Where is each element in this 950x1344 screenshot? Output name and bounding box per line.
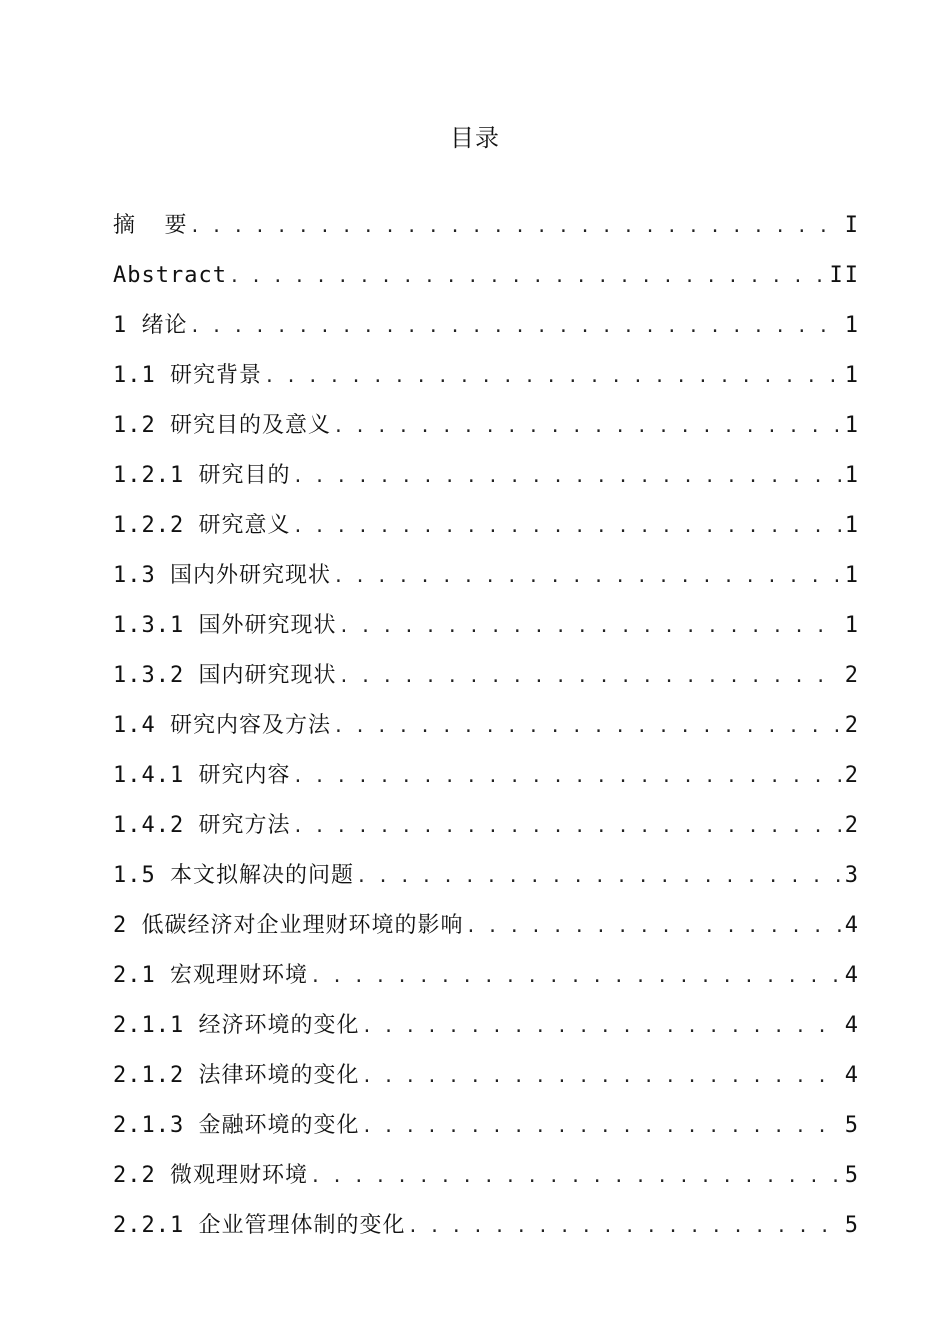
toc-entry-label: 1.4.2 研究方法 [113,813,291,838]
toc-dot-leader [333,555,841,599]
toc-entry[interactable] [113,604,860,654]
toc-entry-page: 1 [844,363,860,388]
toc-dot-leader [292,455,840,499]
toc-entry[interactable] [113,304,860,354]
toc-entry-page: 1 [844,613,860,638]
toc-entry-label: 1.2.1 研究目的 [113,463,291,488]
toc-entry-label: 1.5 本文拟解决的问题 [113,863,354,888]
toc-entry-label: 1.2.2 研究意义 [113,513,291,538]
toc-entry-label: 1.2 研究目的及意义 [113,413,331,438]
toc-entry[interactable] [113,654,860,704]
toc-entry[interactable] [113,1104,860,1154]
toc-dot-leader [361,1105,840,1149]
toc-dot-leader [333,705,841,749]
toc-dot-leader [310,955,841,999]
toc-entry[interactable] [113,1154,860,1204]
toc-entry[interactable] [113,204,860,254]
toc-dot-leader [292,805,840,849]
toc-entry-page: 5 [844,1113,860,1138]
toc-entry[interactable] [113,854,860,904]
toc-dot-leader [190,305,841,349]
toc-entry-page: 2 [844,813,860,838]
toc-entry-label: 2.1.2 法律环境的变化 [113,1063,360,1088]
toc-entry-label: Abstract [113,263,227,288]
toc-entry-page: 1 [844,513,860,538]
toc-entry-page: 3 [844,863,860,888]
toc-dot-leader [310,1155,841,1199]
toc-entry-label: 摘 要 [113,213,188,238]
toc-entry-page: 4 [844,1013,860,1038]
toc-entry-label: 2 低碳经济对企业理财环境的影响 [113,913,464,938]
toc-dot-leader [356,855,841,899]
table-of-contents [113,204,860,1254]
toc-entry-page: 5 [844,1213,860,1238]
toc-entry-page: 4 [844,913,860,938]
toc-dot-leader [264,355,841,399]
toc-entry-page: I [844,213,860,238]
page-title: 目录 [450,124,500,152]
toc-dot-leader [361,1005,840,1049]
toc-entry-page: 1 [844,563,860,588]
toc-entry[interactable] [113,1054,860,1104]
toc-entry[interactable] [113,1204,860,1254]
toc-dot-leader [407,1205,840,1249]
toc-entry-label: 1.1 研究背景 [113,363,262,388]
toc-entry-label: 2.2 微观理财环境 [113,1163,308,1188]
toc-entry[interactable] [113,754,860,804]
toc-entry-label: 1.4 研究内容及方法 [113,713,331,738]
toc-entry-page: 5 [844,1163,860,1188]
toc-dot-leader [338,655,840,699]
toc-dot-leader [338,605,840,649]
toc-dot-leader [292,505,840,549]
toc-entry-page: 4 [844,1063,860,1088]
toc-entry-label: 1.4.1 研究内容 [113,763,291,788]
toc-entry[interactable] [113,954,860,1004]
toc-entry-page: 1 [844,463,860,488]
toc-entry[interactable] [113,554,860,604]
toc-dot-leader [333,405,841,449]
toc-entry-page: 2 [844,663,860,688]
toc-entry-label: 2.1 宏观理财环境 [113,963,308,988]
toc-entry[interactable] [113,504,860,554]
toc-entry[interactable] [113,1004,860,1054]
toc-entry[interactable] [113,454,860,504]
toc-entry-label: 1.3 国内外研究现状 [113,563,331,588]
toc-entry[interactable] [113,904,860,954]
toc-entry-page: 2 [844,713,860,738]
toc-entry[interactable] [113,404,860,454]
toc-entry[interactable] [113,804,860,854]
toc-entry-page: 1 [844,413,860,438]
toc-entry-label: 1 绪论 [113,313,188,338]
toc-entry-page: 2 [844,763,860,788]
toc-entry-label: 2.2.1 企业管理体制的变化 [113,1213,406,1238]
toc-dot-leader [292,755,840,799]
toc-dot-leader [229,255,826,299]
toc-dot-leader [361,1055,840,1099]
toc-entry-page: 4 [844,963,860,988]
toc-entry[interactable] [113,354,860,404]
toc-entry-page: 1 [844,313,860,338]
toc-dot-leader [190,205,841,249]
toc-entry-page: II [829,263,860,288]
toc-entry[interactable] [113,254,860,304]
toc-entry-label: 2.1.1 经济环境的变化 [113,1013,360,1038]
toc-entry-label: 2.1.3 金融环境的变化 [113,1113,360,1138]
toc-dot-leader [466,905,841,949]
toc-entry-label: 1.3.1 国外研究现状 [113,613,337,638]
toc-entry-label: 1.3.2 国内研究现状 [113,663,337,688]
toc-entry[interactable] [113,704,860,754]
